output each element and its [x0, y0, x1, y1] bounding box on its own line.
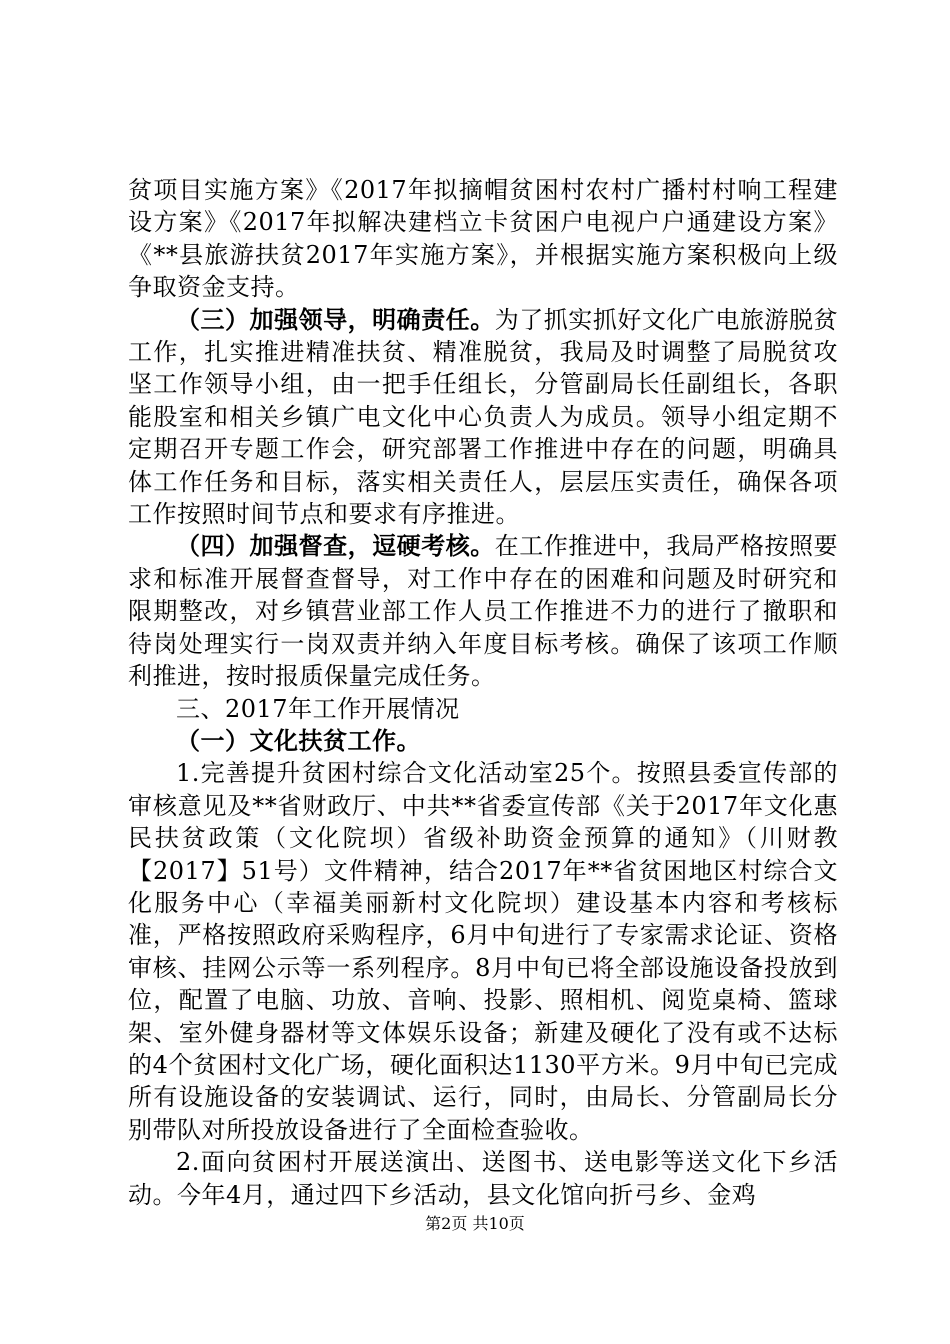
document-body — [128, 174, 838, 1211]
paragraph-leadership — [128, 304, 838, 531]
page-footer: 第2页 共10页 — [425, 1214, 525, 1233]
paragraph-supervision-body: 在工作推进中，我局严格按照要求和标准开展督查督导，对工作中存在的困难和问题及时研究和限期整改，对乡镇营业部工作人员工作推进不力的进行了撤职和待岗处理实行一岗双责并纳入年度目标考核。确保了该项工作顺利推进，按时报质保量完成任务。 — [128, 532, 838, 691]
section-heading-4: （四）加强督查，逗硬考核。 — [176, 531, 495, 561]
paragraph-supervision — [128, 530, 838, 692]
subsection-heading-culture: （一）文化扶贫工作。 — [176, 725, 421, 755]
paragraph-item-1: 1.完善提升贫困村综合文化活动室25个。按照县委宣传部的审核意见及**省财政厅、中共**省委宣传部《关于2017年文化惠民扶贫政策（文化院坝）省级补助资金预算的通知》（川财教【2017】51号）文件精神，结合2017年**省贫困地区村综合文化服务中心（幸福美丽新村文化院坝）建设基本内容和考核标准，严格按照政府采购程序，6月中旬进行了专家需求论证、资格审核、挂网公示等一系列程序。8月中旬已将全部设施设备投放到位，配置了电脑、功放、音响、投影、照相机、阅览桌椅、篮球架、室外健身器材等文体娱乐设备；新建及硬化了没有或不达标的4个贫困村文化广场，硬化面积达1130平方米。9月中旬已完成所有设施设备的安装调试、运行，同时，由局长、分管副局长分别带队对所投放设备进行了全面检查验收。 — [128, 759, 838, 1144]
paragraph-leadership-body: 为了抓实抓好文化广电旅游脱贫工作，扎实推进精准扶贫、精准脱贫，我局及时调整了局脱贫攻坚工作领导小组，由一把手任组长，分管副局长任副组长，各职能股室和相关乡镇广电文化中心负责人为成员。领导小组定期不定期召开专题工作会，研究部署工作推进中存在的问题，明确具体工作任务和目标，落实相关责任人，层层压实责任，确保各项工作按照时间节点和要求有序推进。 — [128, 305, 838, 529]
paragraph-item-2: 2.面向贫困村开展送演出、送图书、送电影等送文化下乡活动。今年4月，通过四下乡活动，县文化馆向折弓乡、金鸡 — [128, 1148, 838, 1209]
section-heading-three: 三、2017年工作开展情况 — [176, 694, 460, 723]
section-heading-3: （三）加强领导，明确责任。 — [176, 304, 495, 334]
paragraph-continuation: 贫项目实施方案》《2017年拟摘帽贫困村农村广播村村响工程建设方案》《2017年拟解决建档立卡贫困户电视户户通建设方案》《**县旅游扶贫2017年实施方案》，并根据实施方案积极向上级争取资金支持。 — [128, 176, 838, 302]
